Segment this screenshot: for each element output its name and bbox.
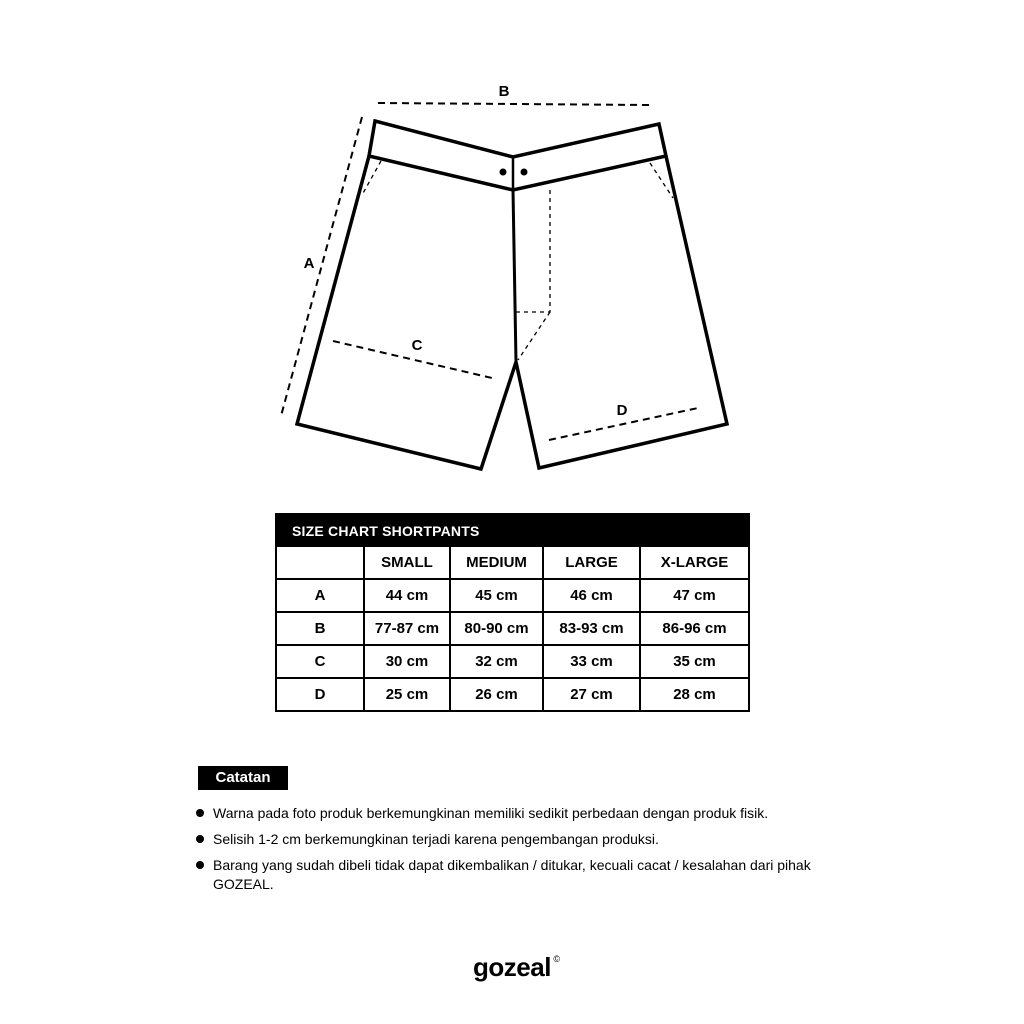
table-cell: 28 cm	[640, 678, 748, 710]
notes-list	[196, 804, 846, 901]
table-cell: 33 cm	[543, 645, 640, 678]
table-cell: 83-93 cm	[543, 612, 640, 645]
row-label: C	[277, 645, 364, 678]
table-cell: 86-96 cm	[640, 612, 748, 645]
table-cell: 26 cm	[450, 678, 543, 710]
header-cell-empty	[277, 547, 364, 579]
center-seam	[513, 190, 516, 362]
table-row	[277, 678, 748, 710]
bullet-icon	[196, 861, 204, 869]
header-row	[277, 547, 748, 579]
header-cell-small: SMALL	[364, 547, 450, 579]
table-cell: 30 cm	[364, 645, 450, 678]
table-cell: 35 cm	[640, 645, 748, 678]
table-cell: 46 cm	[543, 579, 640, 612]
size-chart	[275, 513, 750, 712]
table-row	[277, 645, 748, 678]
brand-logo	[0, 952, 1024, 983]
notes-title: Catatan	[198, 766, 288, 790]
row-label: B	[277, 612, 364, 645]
fly-curve-stitch	[518, 312, 550, 360]
note-text: Warna pada foto produk berkemungkinan memiliki sedikit perbedaan dengan produk fisik.	[213, 805, 769, 821]
label-a: A	[303, 255, 315, 272]
table-cell: 47 cm	[640, 579, 748, 612]
table-cell: 45 cm	[450, 579, 543, 612]
note-item	[196, 830, 846, 849]
label-b: B	[498, 83, 510, 100]
row-label: A	[277, 579, 364, 612]
label-d: D	[616, 402, 628, 419]
size-chart-grid	[277, 547, 748, 710]
bullet-icon	[196, 835, 204, 843]
button-left	[500, 169, 507, 176]
waistband-outline	[369, 121, 666, 190]
note-text: Barang yang sudah dibeli tidak dapat dikembalikan / ditukar, kecuali cacat / kesalahan dari pihak GOZEAL.	[213, 857, 811, 892]
row-label: D	[277, 678, 364, 710]
left-leg-outline	[297, 156, 516, 469]
button-right	[521, 169, 528, 176]
note-item	[196, 856, 846, 894]
table-row	[277, 579, 748, 612]
bullet-icon	[196, 809, 204, 817]
measure-line-a	[281, 117, 362, 416]
header-cell-large: LARGE	[543, 547, 640, 579]
header-cell-xlarge: X-LARGE	[640, 547, 748, 579]
measure-line-b	[378, 103, 650, 105]
table-row	[277, 612, 748, 645]
right-leg-outline	[516, 156, 727, 468]
fly-stitch	[516, 190, 550, 312]
table-cell: 44 cm	[364, 579, 450, 612]
shorts-diagram	[0, 0, 1024, 500]
table-cell: 32 cm	[450, 645, 543, 678]
header-cell-medium: MEDIUM	[450, 547, 543, 579]
table-cell: 25 cm	[364, 678, 450, 710]
table-cell: 77-87 cm	[364, 612, 450, 645]
table-cell: 27 cm	[543, 678, 640, 710]
table-cell: 80-90 cm	[450, 612, 543, 645]
size-chart-title: SIZE CHART SHORTPANTS	[277, 515, 748, 547]
copyright-mark: ©	[553, 954, 560, 964]
note-item	[196, 804, 846, 823]
brand-name: gozeal	[473, 952, 551, 982]
note-text: Selisih 1-2 cm berkemungkinan terjadi karena pengembangan produksi.	[213, 831, 659, 847]
label-c: C	[411, 337, 423, 354]
